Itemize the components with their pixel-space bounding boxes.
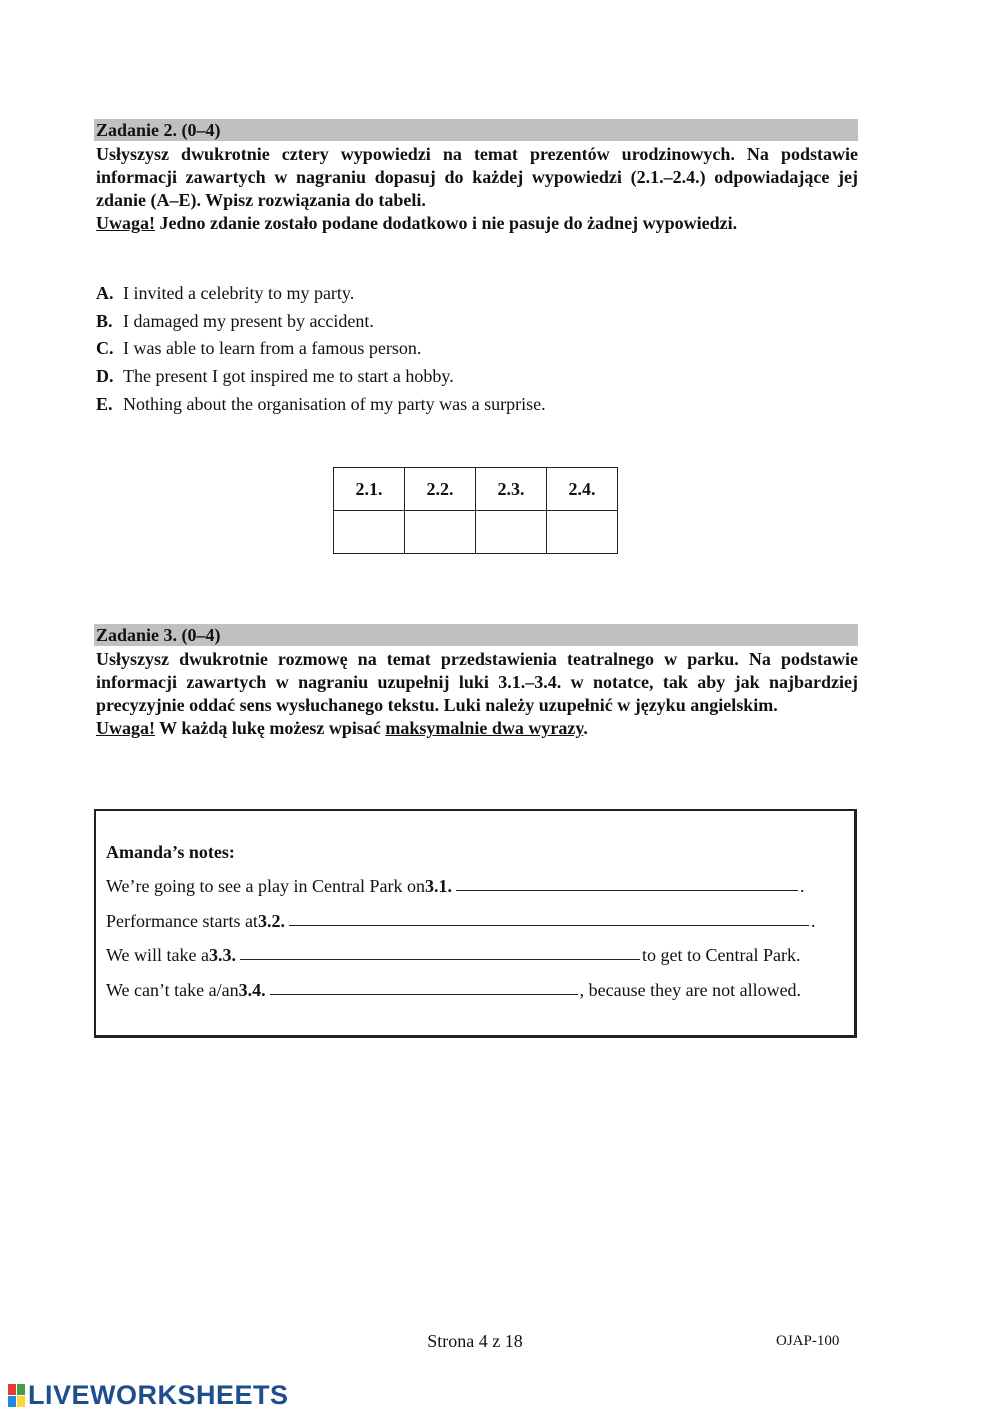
logo-square-yellow [17, 1396, 25, 1407]
option-text: The present I got inspired me to start a hobby. [123, 366, 454, 387]
liveworksheets-logo[interactable] [8, 1380, 289, 1410]
answer-header-2-2: 2.2. [405, 468, 476, 511]
gap-3-2-field[interactable] [289, 908, 809, 926]
task3-instruction-text: Usłyszysz dwukrotnie rozmowę na temat przedstawienia teatralnego w parku. Na podstawie informacji zawartych w nagraniu uzupełnij luki 3.1.–3.4. w notatce, tak aby jak najbardziej precyzyjnie oddać sens wysłuchanego tekstu. Luki należy uzupełnić w języku angielskim. [96, 649, 858, 715]
answer-cell-2-2[interactable] [405, 511, 476, 554]
option-letter: C. [96, 338, 114, 359]
task2-instruction-text: Usłyszysz dwukrotnie cztery wypowiedzi na temat prezentów urodzinowych. Na podstawie informacji zawartych w nagraniu dopasuj do każdej wypowiedzi (2.1.–2.4.) odpowiadające jej zdanie (A–E). Wpisz rozwiązania do tabeli. [96, 144, 858, 210]
option-text: I damaged my present by accident. [123, 310, 374, 331]
note-gap-number: 3.3. [209, 945, 237, 966]
note-text: We can’t take a/an [106, 979, 239, 1000]
notes-box [94, 809, 857, 1038]
answer-header-2-4: 2.4. [547, 468, 618, 511]
gap-3-4-field[interactable] [270, 977, 578, 995]
note-row-3-2 [106, 908, 844, 943]
option-a [96, 280, 546, 308]
note-text-end: . [799, 876, 805, 896]
task2-options [96, 280, 546, 418]
task3-note-text: W każdą lukę możesz wpisać [155, 718, 386, 738]
task2-note-text: Jedno zdanie zostało podane dodatkowo i nie pasuje do żadnej wypowiedzi. [155, 213, 738, 233]
logo-text: LIVEWORKSHEETS [28, 1379, 289, 1410]
option-letter: B. [96, 310, 113, 331]
task2-note [96, 212, 858, 235]
answer-table-header-row [334, 468, 618, 511]
option-b [96, 308, 546, 336]
option-letter: D. [96, 366, 114, 387]
gap-3-1-field[interactable] [456, 873, 798, 891]
note-text-end: . [810, 910, 816, 931]
note-text: Performance starts at [106, 910, 258, 931]
logo-square-red [8, 1384, 16, 1395]
task3-note-label: Uwaga! [96, 718, 155, 738]
task3-instruction [96, 648, 858, 740]
note-gap-number: 3.1. [424, 876, 452, 896]
option-letter: E. [96, 393, 113, 414]
note-text-end: , because they are not allowed. [579, 979, 802, 1000]
task3-note [96, 717, 858, 740]
note-text: We’re going to see a play in Central Park on [106, 876, 425, 896]
answer-cell-2-3[interactable] [476, 511, 547, 554]
option-c [96, 335, 546, 363]
page-number: Strona 4 z 18 [427, 1331, 523, 1351]
task2-instruction [96, 143, 858, 235]
logo-square-blue [8, 1396, 16, 1407]
task2-answer-table [333, 467, 618, 554]
note-row-3-1 [106, 873, 844, 908]
option-text: Nothing about the organisation of my party was a surprise. [123, 393, 546, 414]
option-d [96, 363, 546, 391]
answer-cell-2-4[interactable] [547, 511, 618, 554]
note-gap-number: 3.2. [257, 910, 285, 931]
task3-note-underlined: maksymalnie dwa wyrazy [385, 718, 584, 738]
task2-header: Zadanie 2. (0–4) [94, 119, 858, 141]
answer-cell-2-1[interactable] [334, 511, 405, 554]
logo-square-green [17, 1384, 25, 1395]
note-text: We will take a [106, 945, 210, 966]
task3-header: Zadanie 3. (0–4) [94, 624, 858, 646]
answer-header-2-3: 2.3. [476, 468, 547, 511]
option-e [96, 391, 546, 419]
note-text-end: to get to Central Park. [642, 945, 801, 966]
note-row-3-3 [106, 942, 844, 977]
notes-content [106, 839, 844, 1011]
logo-mark-icon [8, 1384, 25, 1407]
note-gap-number: 3.4. [238, 979, 266, 1000]
note-row-3-4 [106, 977, 844, 1012]
exam-code: OJAP-100 [776, 1333, 840, 1349]
option-text: I was able to learn from a famous person. [123, 338, 422, 359]
option-letter: A. [96, 283, 114, 303]
answer-table-input-row [334, 511, 618, 554]
answer-header-2-1: 2.1. [334, 468, 405, 511]
notes-title: Amanda’s notes: [106, 842, 235, 862]
task2-note-label: Uwaga! [96, 213, 155, 233]
gap-3-3-field[interactable] [240, 942, 640, 960]
task3-note-end: . [583, 718, 588, 738]
option-text: I invited a celebrity to my party. [123, 283, 355, 303]
